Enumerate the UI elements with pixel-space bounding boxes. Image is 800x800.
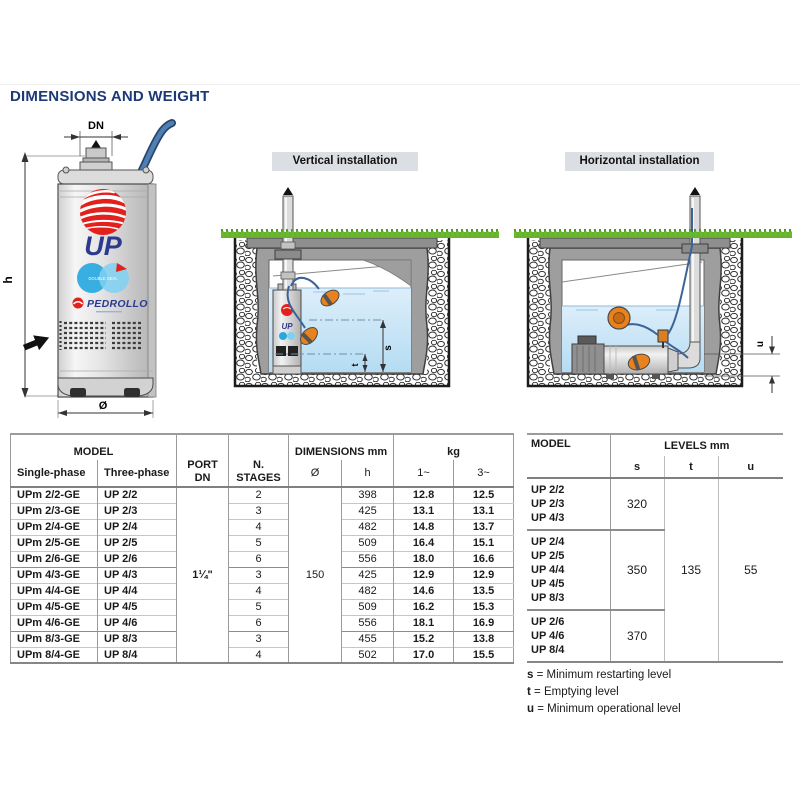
levels-table-body (527, 478, 783, 662)
cell-height: 509 (342, 535, 394, 551)
cell-single-phase: UPm 4/5-GE (11, 599, 98, 615)
cell-three-phase: UP 8/3 (98, 631, 177, 647)
port-label: PORT (187, 459, 218, 471)
cell-three-phase: UP 2/4 (98, 519, 177, 535)
model-name: UP 4/4 (531, 564, 565, 576)
cell-kg-single: 13.1 (394, 503, 454, 519)
lid-flange (682, 244, 708, 253)
cell-kg-three: 16.6 (454, 551, 514, 567)
float-switch (608, 307, 630, 329)
dimensions-weight-table (10, 433, 514, 664)
levels-table (527, 433, 783, 663)
cell-level-u: 55 (744, 563, 758, 577)
cell-single-phase: UPm 2/6-GE (11, 551, 98, 567)
cell-stages: 3 (229, 567, 289, 583)
n-label: N. (253, 459, 265, 471)
table-row (11, 567, 514, 583)
cell-kg-single: 12.8 (394, 487, 454, 503)
cell-stages: 3 (229, 631, 289, 647)
cell-stages: 4 (229, 583, 289, 599)
cell-stages: 4 (229, 647, 289, 663)
section-divider (0, 84, 800, 85)
cell-stages: 6 (229, 615, 289, 631)
flow-arrow-icon (690, 187, 700, 195)
table-row (11, 487, 514, 503)
table-row (11, 631, 514, 647)
t-dim-label: t (350, 363, 360, 367)
cell-kg-three: 15.1 (454, 535, 514, 551)
page-title: DIMENSIONS AND WEIGHT (10, 88, 210, 105)
main-table-header (11, 434, 514, 487)
vertical-installation-diagram (213, 186, 507, 404)
col-s: s (610, 456, 664, 478)
gravel-left (236, 240, 257, 386)
cell-stages: 6 (229, 551, 289, 567)
grass (514, 231, 792, 238)
cell-three-phase: UP 4/6 (98, 615, 177, 631)
cell-three-phase: UP 4/3 (98, 567, 177, 583)
cell-stages: 3 (229, 503, 289, 519)
cell-three-phase: UP 4/4 (98, 583, 177, 599)
table-row (11, 519, 514, 535)
cell-single-phase: UPm 8/4-GE (11, 647, 98, 663)
pump-foot (124, 388, 140, 397)
model-name: UP 4/6 (531, 630, 565, 642)
cell-kg-single: 16.2 (394, 599, 454, 615)
col-port-dn (177, 434, 229, 487)
cell-diameter: 150 (289, 487, 342, 663)
col-model: MODEL (11, 434, 177, 460)
cell-stages: 5 (229, 535, 289, 551)
cell-level-t: 135 (664, 478, 718, 662)
cell-stages: 4 (229, 519, 289, 535)
gravel-right (427, 240, 449, 386)
model-name: UP 8/4 (531, 644, 565, 656)
cell-kg-single: 15.2 (394, 631, 454, 647)
model-name: UP 2/2 (531, 484, 565, 496)
suction-flow-arrow-icon (21, 330, 52, 355)
model-name: UP 2/5 (531, 550, 565, 562)
table-row (11, 583, 514, 599)
s-dim-label: s (383, 345, 394, 351)
gravel-right (720, 240, 742, 386)
legend-symbol: u (527, 703, 535, 715)
horizontal-installation-header: Horizontal installation (565, 152, 714, 171)
cell-kg-three: 12.5 (454, 487, 514, 503)
table-row (11, 599, 514, 615)
cell-height: 482 (342, 519, 394, 535)
cell-single-phase: UPm 2/2-GE (11, 487, 98, 503)
cell-height: 556 (342, 551, 394, 567)
cell-single-phase: UPm 2/3-GE (11, 503, 98, 519)
legend-line (527, 701, 681, 718)
col-h: h (342, 460, 394, 487)
cell-kg-three: 13.7 (454, 519, 514, 535)
stages-label: STAGES (236, 472, 281, 484)
gravel-left (529, 240, 550, 386)
cell-three-phase: UP 2/2 (98, 487, 177, 503)
table-row (11, 647, 514, 663)
cell-single-phase: UPm 4/6-GE (11, 615, 98, 631)
col-kg1: 1~ (394, 460, 454, 487)
horizontal-installation-diagram (506, 186, 798, 404)
cell-three-phase: UP 8/4 (98, 647, 177, 663)
cell-kg-single: 14.6 (394, 583, 454, 599)
legend-symbol: s (527, 669, 534, 681)
cell-kg-three: 13.5 (454, 583, 514, 599)
col-u: u (747, 460, 755, 473)
cell-models (527, 478, 610, 530)
main-table-body (11, 487, 514, 663)
cell-models (527, 610, 610, 662)
cell-kg-three: 15.3 (454, 599, 514, 615)
table-row (11, 615, 514, 631)
pump-foot (70, 388, 86, 397)
col-levels: LEVELS mm (664, 439, 730, 452)
col-diameter: Ø (289, 460, 342, 487)
cell-kg-single: 18.0 (394, 551, 454, 567)
model-name: UP 4/5 (531, 578, 565, 590)
svg-text:UP: UP (281, 322, 293, 331)
cell-single-phase: UPm 2/4-GE (11, 519, 98, 535)
col-kg3: 3~ (454, 460, 514, 487)
legend-line (527, 667, 681, 684)
table-row (11, 503, 514, 519)
cell-level-s: 350 (610, 530, 664, 610)
double-seal-label: DOUBLE SEAL (88, 276, 118, 281)
cell-height: 509 (342, 599, 394, 615)
cell-single-phase: UPm 4/4-GE (11, 583, 98, 599)
col-single-phase: Single-phase (11, 460, 98, 487)
col-dimensions: DIMENSIONS mm (289, 434, 394, 460)
cell-single-phase: UPm 8/3-GE (11, 631, 98, 647)
cell-kg-single: 18.1 (394, 615, 454, 631)
model-name: UP 2/4 (531, 536, 565, 548)
model-name: UP 2/6 (531, 616, 565, 628)
levels-group-row (527, 478, 783, 530)
legend-text: = Minimum operational level (534, 703, 681, 715)
col-model: MODEL (527, 434, 610, 478)
diameter-label: Ø (98, 400, 108, 412)
lid-flange (275, 250, 301, 259)
cell-three-phase: UP 4/5 (98, 599, 177, 615)
legend-line (527, 684, 681, 701)
cell-height: 425 (342, 567, 394, 583)
cell-kg-three: 13.8 (454, 631, 514, 647)
cell-height: 398 (342, 487, 394, 503)
levels-legend (527, 667, 681, 718)
cell-height: 455 (342, 631, 394, 647)
cell-kg-three: 13.1 (454, 503, 514, 519)
col-kg: kg (394, 434, 514, 460)
cell-models (527, 530, 610, 610)
cell-level-s: 320 (610, 478, 664, 530)
cell-kg-three: 12.9 (454, 567, 514, 583)
legend-text: = Emptying level (530, 686, 619, 698)
col-three-phase: Three-phase (98, 460, 177, 487)
model-name: UP 2/3 (531, 498, 565, 510)
model-name: UP 4/3 (531, 512, 565, 524)
cell-kg-single: 12.9 (394, 567, 454, 583)
u-dim-label: u (755, 340, 766, 348)
cell-height: 502 (342, 647, 394, 663)
cable-guard (148, 184, 156, 397)
dn-label: DN (194, 472, 211, 484)
cell-single-phase: UPm 4/3-GE (11, 567, 98, 583)
table-row (11, 551, 514, 567)
cell-three-phase: UP 2/6 (98, 551, 177, 567)
cell-port-dn: 1¼" (177, 487, 229, 663)
cell-level-s: 370 (610, 610, 664, 662)
cell-kg-single: 17.0 (394, 647, 454, 663)
dn-label: DN (88, 120, 104, 132)
cell-three-phase: UP 2/5 (98, 535, 177, 551)
cell-stages: 5 (229, 599, 289, 615)
col-t: t (664, 456, 718, 478)
cell-kg-three: 15.5 (454, 647, 514, 663)
up-wordmark: UP (84, 231, 122, 261)
junction-box (658, 330, 668, 342)
legend-symbol: t (527, 686, 531, 698)
cell-stages: 2 (229, 487, 289, 503)
col-stages (229, 434, 289, 487)
tagline-line (96, 311, 122, 312)
flow-arrow-icon (283, 187, 293, 195)
table-row (11, 535, 514, 551)
h-label: h (1, 276, 15, 284)
pump-dimension-figure (0, 112, 235, 437)
pump-body (58, 148, 156, 397)
cell-height: 556 (342, 615, 394, 631)
pedrollo-wordmark: PEDROLLO (87, 298, 148, 310)
cell-kg-three: 16.9 (454, 615, 514, 631)
grass (221, 231, 499, 238)
legend-text: = Minimum restarting level (533, 669, 672, 681)
levels-table-header (527, 434, 783, 478)
model-name: UP 8/3 (531, 592, 565, 604)
vertical-installation-header: Vertical installation (272, 152, 418, 171)
cell-height: 482 (342, 583, 394, 599)
cell-three-phase: UP 2/3 (98, 503, 177, 519)
cell-height: 425 (342, 503, 394, 519)
cell-single-phase: UPm 2/5-GE (11, 535, 98, 551)
cell-kg-single: 16.4 (394, 535, 454, 551)
cell-kg-single: 14.8 (394, 519, 454, 535)
